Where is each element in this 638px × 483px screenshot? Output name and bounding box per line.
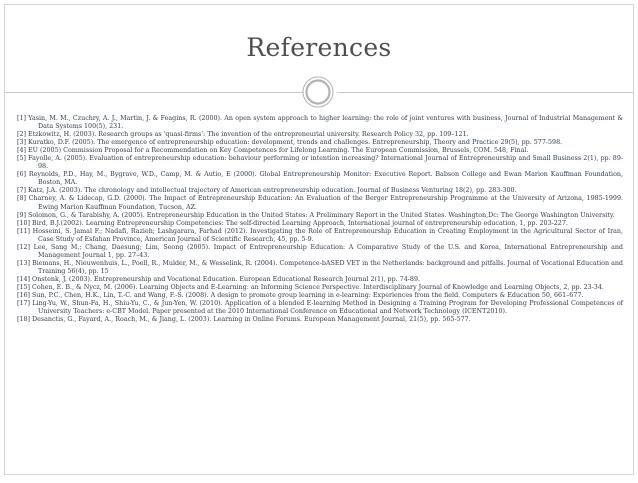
reference-item: [13] Biemans, H., Nieuwenhuis, L., Poell, R., Mulder, M., & Wesselink, R. (2004). Competence-bASED VET in the Netherlands: background and pitfalls. Journal of Vocational Education and Training 56(4), pp. 15 [17, 259, 623, 275]
circle-ornament-icon [302, 76, 334, 108]
reference-item: [5] Fayolle, A. (2005). Evaluation of entrepreneurship education: behaviour performing or intention increasing? International Journal of Entrepreneurship and Small Business 2(1), pp. 89-98. [17, 155, 623, 171]
reference-item: [9] Solomon, G., & Tarabishy, A. (2005). Entrepreneurship Education in the United States: A Preliminary Report in the United States. Washington,Dc: The George Washington University. [17, 211, 615, 219]
reference-item: [14] Onstenk, J. (2003). Entrepreneurship and Vocational Education. European Educational Research Journal 2(1), pp. 74-89. [17, 275, 421, 283]
reference-item: [7] Katz, J.A. (2003). The chronology and intellectual trajectory of American entrepreneurship education. Journal of Business Venturing 18(2), pp. 283-300. [17, 187, 517, 195]
slide [4, 4, 634, 475]
reference-item: [6] Reynolds, P.D., Hay, M., Bygrave, W.D., Camp, M. & Autio, E (2000). Global Entrepreneurship Monitor: Executive Report. Babson College and Ewan Marion Kauffman Foundation, Boston, MA. [17, 171, 623, 187]
reference-item: [4] EU (2005) Commission Proposal for a Recommendation on Key Competences for Lifelong Learning. The European Commission, Brussels, COM. 548, Final. [17, 147, 529, 155]
title-divider-left [5, 92, 303, 93]
reference-list [17, 115, 623, 324]
title-divider-right [337, 92, 633, 93]
reference-item: [15] Cohen, E. B., & Nycz, M. (2006). Learning Objects and E-Learning: an Informing Science Perspective. Interdisciplinary Journal of Knowledge and Learning Objects, 2, pp. 23-34. [17, 283, 604, 291]
reference-item: [16] Sun, P.C., Chen, H.K., Lin, T.-C. and Wang, F.-S. (2008). A design to promote group learning in e-learning: Experiences from the field. Computers & Education 50, 661–677. [17, 292, 584, 300]
reference-item: [11] Hosseini, S. Jamal F.; Nadafi, Razieh; Lashgarara, Farhad (2012). Investigating the Role of Entrepreneurship Education in Creating Employment in the Agricultural Sector of Iran, Case Study of Esfahan Province, American Journal of Scientific Research, 45, pp. 5-9. [17, 227, 623, 243]
reference-item: [2] Etzkowitz, H. (2003). Research groups as 'quasi-firms': The invention of the entrepreneurial university. Research Policy 32, pp. 109–121. [17, 131, 469, 139]
page-title: References [246, 33, 392, 62]
reference-item: [12] Lee, Sang M.; Chang, Daesung; Lim, Seong (2005). Impact of Entrepreneurship Education: A Comparative Study of the U.S. and Korea, International Entrepreneurship and Management Journal 1, pp. 27–43. [17, 243, 623, 259]
reference-item: [8] Charney, A. & Lidecap, G.D. (2000). The Impact of Entrepreneurship Education: An Evaluation of the Berger Entrepreneurship Programme at the University of Arizona, 1985-1999. Ewing Marion Kauffman Foundation, Tucson, AZ. [17, 195, 623, 211]
reference-item: [18] Desanctis, G., Fayard, A., Roach, M., & Jiang, L. (2003). Learning in Online Forums. European Management Journal, 21(5), pp. 565-577. [17, 316, 471, 324]
reference-item: [3] Kuratko, D.F. (2005). The emergence of entrepreneurship education: development, trends and challenges. Entrepreneurship, Theory and Practice 29(5), pp. 577-598. [17, 139, 563, 147]
reference-item: [10] Bird, B.J.(2002). Learning Entrepreneurship Competencies: The self-directed Learning Approach, International journal of entrepreneurship education, 1, pp. 203-227. [17, 219, 568, 227]
reference-item: [1] Yasin, M. M., Czuchry, A. J., Martin, J. & Feagins, R. (2000). An open system approach to higher learning: the role of joint ventures with business, Journal of Industrial Management & Data Systems 100(5), 231. [17, 115, 623, 131]
reference-item: [17] Ling-Yu, W., Shun-Fa, H., Shiu-Yu, C., & Jun-Yen, W. (2010). Application of a blended E-learning Method in Designing a Training Program for Developing Professional Competences of University Teachers: e-CBT Model. Paper presented at the 2010 International Conference on Educational and Network Technology (ICENT2010). [17, 300, 623, 316]
